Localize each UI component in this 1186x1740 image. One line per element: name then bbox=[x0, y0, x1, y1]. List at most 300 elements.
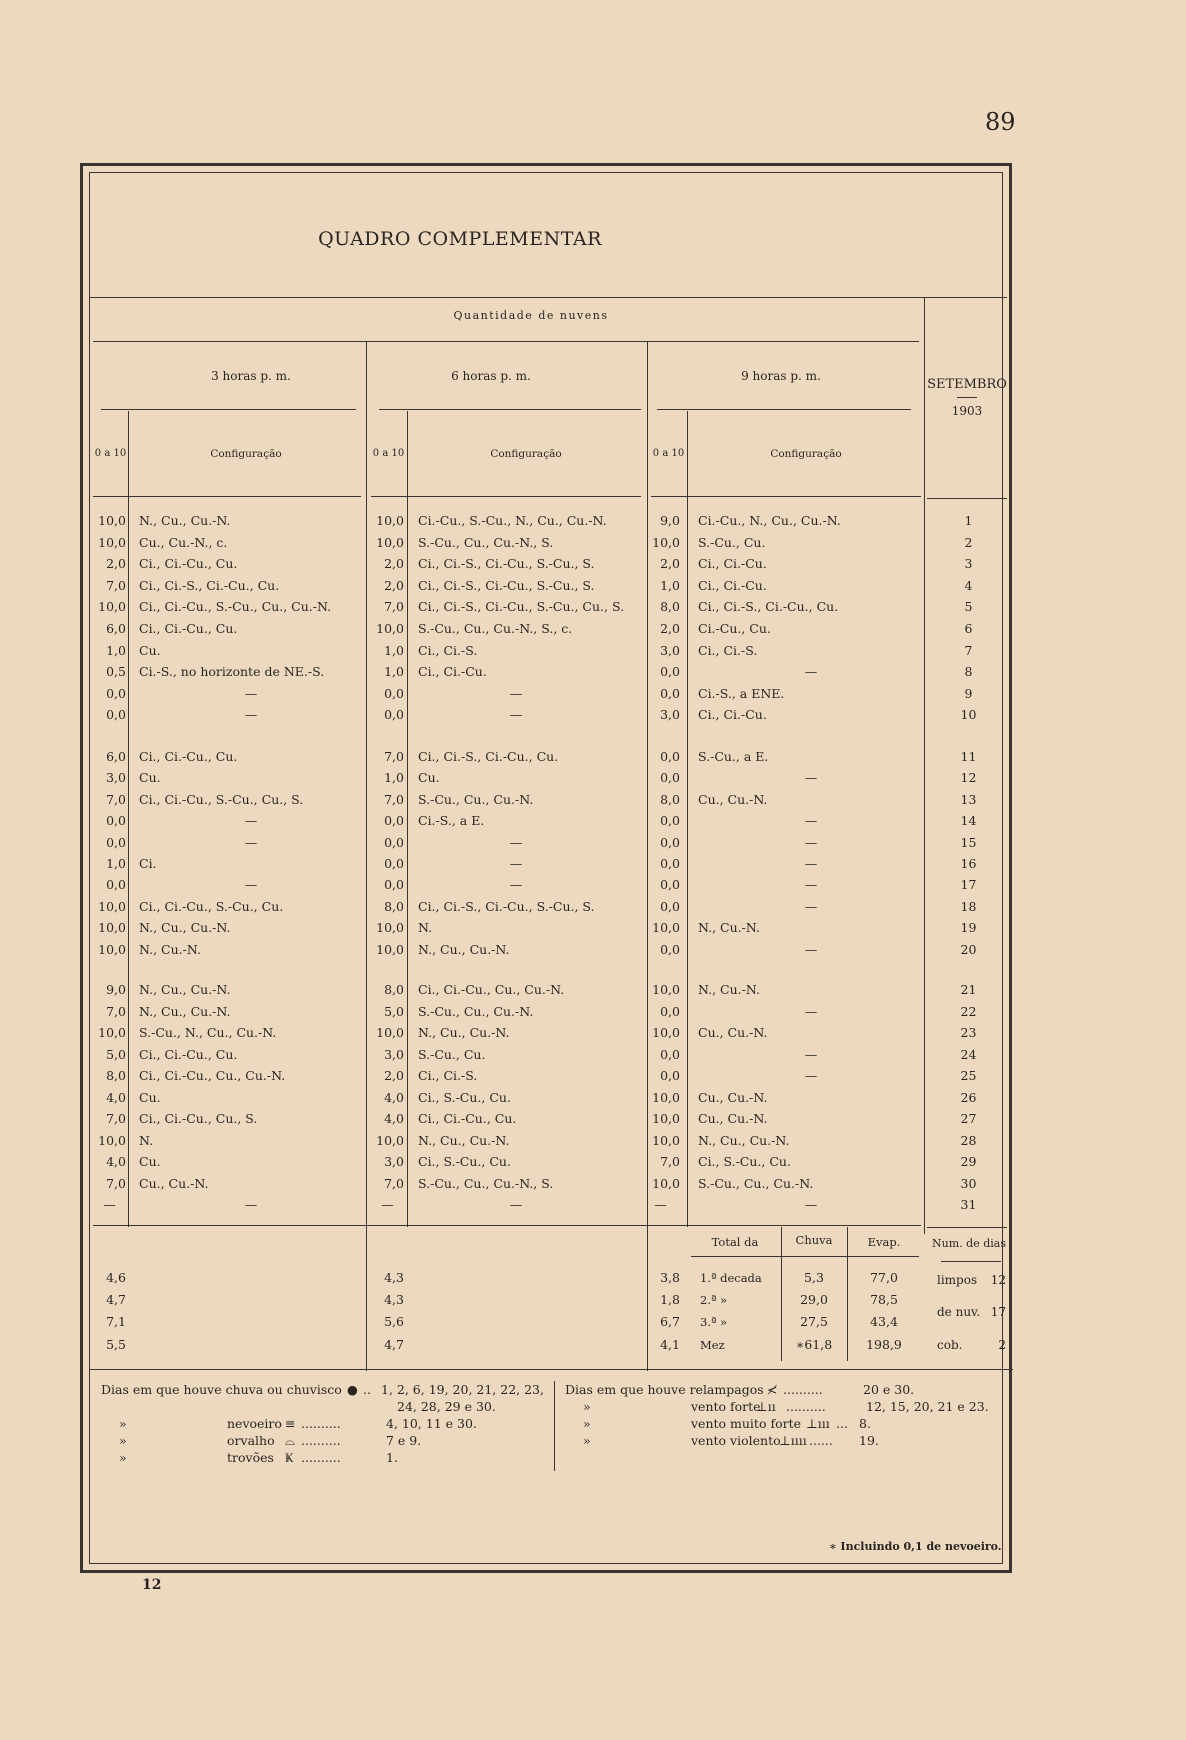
row-7-col-2: Cu. bbox=[139, 642, 161, 658]
row-27-col-2: Ci., Ci.-Cu., Cu., S. bbox=[139, 1111, 258, 1126]
row-31-col-6: — bbox=[804, 1197, 818, 1212]
row-3-col-5: 2,0 bbox=[660, 556, 680, 572]
note-right-4-label: vento violento bbox=[691, 1433, 781, 1448]
year-header: 1903 bbox=[951, 404, 983, 418]
row-27-col-1: 7,0 bbox=[106, 1111, 126, 1126]
row-27-col-6: Cu., Cu.-N. bbox=[698, 1111, 768, 1126]
dias-label-3: cob. bbox=[937, 1338, 963, 1352]
row-21-col-1: 9,0 bbox=[106, 982, 126, 997]
row-8-col-5: 0,0 bbox=[660, 664, 680, 680]
row-7-col-3: 1,0 bbox=[384, 642, 404, 658]
row-9-col-2: — bbox=[244, 685, 258, 701]
note-left-2-value: 24, 28, 29 e 30. bbox=[397, 1399, 496, 1414]
row-7-col-4: Ci., Ci.-S. bbox=[418, 642, 478, 658]
row-2-col-1: 10,0 bbox=[98, 534, 126, 550]
note-left-4-label: orvalho bbox=[227, 1433, 275, 1448]
total-label-4: Mez bbox=[700, 1338, 725, 1352]
summary-total-rule bbox=[691, 1256, 919, 1257]
page-number: 89 bbox=[985, 108, 1016, 136]
note-left-4-value: 7 e 9. bbox=[386, 1433, 422, 1448]
time-subrule-1 bbox=[101, 409, 356, 410]
row-30-col-2: Cu., Cu.-N. bbox=[139, 1175, 209, 1191]
row-9-col-3: 0,0 bbox=[384, 685, 404, 701]
row-19-col-7: 19 bbox=[960, 920, 977, 936]
row-21-col-4: Ci., Ci.-Cu., Cu., Cu.-N. bbox=[418, 982, 565, 997]
row-24-col-6: — bbox=[804, 1046, 818, 1062]
month-underline bbox=[957, 397, 977, 398]
row-29-col-4: Ci., S.-Cu., Cu. bbox=[418, 1154, 511, 1169]
row-19-col-6: N., Cu.-N. bbox=[698, 920, 760, 936]
row-14-col-5: 0,0 bbox=[660, 813, 680, 829]
summary-rule bbox=[93, 1225, 921, 1226]
row-10-col-2: — bbox=[244, 707, 258, 723]
dias-underline bbox=[941, 1261, 1001, 1262]
scale-divider-1 bbox=[128, 411, 129, 1227]
row-18-col-2: Ci., Ci.-Cu., S.-Cu., Cu. bbox=[139, 898, 284, 914]
summary-3pm-4: 5,5 bbox=[106, 1337, 126, 1352]
chuva-value-3: 27,5 bbox=[800, 1314, 828, 1329]
time-header-3: 9 horas p. m. bbox=[741, 369, 821, 383]
summary-total-divider-1 bbox=[781, 1227, 782, 1361]
row-11-col-7: 11 bbox=[960, 749, 977, 764]
row-27-col-7: 27 bbox=[960, 1111, 977, 1126]
summary-6pm-1: 4,3 bbox=[384, 1270, 404, 1285]
note-left-5-value: 1. bbox=[386, 1450, 398, 1465]
note-right-2-dots: .......... bbox=[786, 1399, 826, 1414]
row-29-col-5: 7,0 bbox=[660, 1154, 680, 1169]
group-header: Quantidade de nuvens bbox=[453, 309, 609, 322]
row-21-col-6: N., Cu.-N. bbox=[698, 982, 760, 997]
row-28-col-7: 28 bbox=[960, 1132, 977, 1148]
row-31-col-2: — bbox=[244, 1197, 258, 1212]
row-22-col-3: 5,0 bbox=[384, 1003, 404, 1019]
chuva-value-1: 5,3 bbox=[804, 1270, 824, 1285]
row-7-col-7: 7 bbox=[964, 642, 973, 658]
row-30-col-1: 7,0 bbox=[106, 1175, 126, 1191]
total-label-3: 3.ª » bbox=[700, 1315, 728, 1329]
row-12-col-2: Cu. bbox=[139, 770, 161, 786]
row-4-col-6: Ci., Ci.-Cu. bbox=[698, 577, 767, 593]
row-6-col-3: 10,0 bbox=[376, 621, 404, 636]
row-4-col-5: 1,0 bbox=[660, 577, 680, 593]
subheader-rule-3 bbox=[651, 496, 921, 497]
time-subrule-2 bbox=[379, 409, 641, 410]
row-10-col-7: 10 bbox=[960, 707, 977, 723]
row-21-col-5: 10,0 bbox=[652, 982, 680, 997]
row-2-col-4: S.-Cu., Cu., Cu.-N., S. bbox=[418, 534, 554, 550]
note-left-4-symbol: ⌓ bbox=[285, 1433, 295, 1448]
row-22-col-5: 0,0 bbox=[660, 1003, 680, 1019]
row-22-col-7: 22 bbox=[960, 1003, 977, 1019]
row-12-col-3: 1,0 bbox=[384, 770, 404, 786]
note-left-3-label: nevoeiro bbox=[227, 1416, 282, 1431]
note-right-1-symbol: ≮ bbox=[767, 1382, 778, 1397]
note-left-5-symbol: Ҝ bbox=[285, 1450, 294, 1465]
row-6-col-2: Ci., Ci.-Cu., Cu. bbox=[139, 621, 238, 636]
dias-value-1: 12 bbox=[990, 1273, 1006, 1287]
page-title: QUADRO COMPLEMENTAR bbox=[318, 228, 602, 250]
dias-label-2: de nuv. bbox=[937, 1305, 981, 1319]
row-8-col-4: Ci., Ci.-Cu. bbox=[418, 664, 487, 680]
row-10-col-4: — bbox=[509, 707, 523, 723]
note-right-1-value: 20 e 30. bbox=[863, 1382, 915, 1397]
row-2-col-2: Cu., Cu.-N., c. bbox=[139, 534, 228, 550]
dias-value-2: 17 bbox=[990, 1305, 1006, 1319]
row-14-col-2: — bbox=[244, 813, 258, 829]
row-1-col-3: 10,0 bbox=[376, 513, 404, 528]
row-3-col-4: Ci., Ci.-S., Ci.-Cu., S.-Cu., S. bbox=[418, 556, 595, 572]
note-left-5-dots: .......... bbox=[301, 1450, 341, 1465]
scale-header-2: 0 a 10 bbox=[372, 448, 405, 459]
row-20-col-2: N., Cu.-N. bbox=[139, 941, 201, 957]
row-17-col-7: 17 bbox=[960, 877, 977, 893]
row-18-col-4: Ci., Ci.-S., Ci.-Cu., S.-Cu., S. bbox=[418, 898, 595, 914]
notes-divider bbox=[554, 1381, 555, 1471]
config-header-1: Configuração bbox=[210, 448, 282, 460]
scale-divider-3 bbox=[687, 411, 688, 1227]
row-25-col-4: Ci., Ci.-S. bbox=[418, 1068, 478, 1083]
row-22-col-1: 7,0 bbox=[106, 1003, 126, 1019]
summary-rule-month bbox=[927, 1227, 1007, 1228]
row-24-col-5: 0,0 bbox=[660, 1046, 680, 1062]
row-14-col-3: 0,0 bbox=[384, 813, 404, 829]
row-29-col-7: 29 bbox=[960, 1154, 977, 1169]
row-28-col-6: N., Cu., Cu.-N. bbox=[698, 1132, 790, 1148]
time-header-1: 3 horas p. m. bbox=[211, 369, 291, 383]
row-18-col-5: 0,0 bbox=[660, 898, 680, 914]
row-2-col-6: S.-Cu., Cu. bbox=[698, 534, 766, 550]
row-27-col-5: 10,0 bbox=[652, 1111, 680, 1126]
row-3-col-2: Ci., Ci.-Cu., Cu. bbox=[139, 556, 238, 572]
row-3-col-1: 2,0 bbox=[106, 556, 126, 572]
row-9-col-4: — bbox=[509, 685, 523, 701]
row-31-col-3: — bbox=[381, 1197, 394, 1212]
summary-9pm-2: 1,8 bbox=[660, 1292, 680, 1307]
row-22-col-6: — bbox=[804, 1003, 818, 1019]
row-31-col-4: — bbox=[509, 1197, 523, 1212]
row-26-col-1: 4,0 bbox=[106, 1089, 126, 1105]
row-18-col-7: 18 bbox=[960, 898, 977, 914]
row-14-col-6: — bbox=[804, 813, 818, 829]
row-4-col-4: Ci., Ci.-S., Ci.-Cu., S.-Cu., S. bbox=[418, 577, 595, 593]
row-1-col-1: 10,0 bbox=[98, 513, 126, 528]
table-frame bbox=[80, 163, 1012, 1573]
row-10-col-1: 0,0 bbox=[106, 707, 126, 723]
row-14-col-7: 14 bbox=[960, 813, 977, 829]
row-2-col-3: 10,0 bbox=[376, 534, 404, 550]
scale-divider-2 bbox=[407, 411, 408, 1227]
row-23-col-2: S.-Cu., N., Cu., Cu.-N. bbox=[139, 1025, 277, 1040]
row-8-col-6: — bbox=[804, 664, 818, 680]
row-26-col-5: 10,0 bbox=[652, 1089, 680, 1105]
row-17-col-4: — bbox=[509, 877, 523, 893]
row-11-col-1: 6,0 bbox=[106, 749, 126, 764]
time-header-2: 6 horas p. m. bbox=[451, 369, 531, 383]
row-17-col-2: — bbox=[244, 877, 258, 893]
note-left-1-prefix: Dias em que houve chuva ou chuvisco bbox=[101, 1382, 342, 1397]
row-4-col-1: 7,0 bbox=[106, 577, 126, 593]
time-subrule-3 bbox=[657, 409, 911, 410]
row-29-col-2: Cu. bbox=[139, 1154, 161, 1169]
row-15-col-6: — bbox=[804, 834, 818, 850]
summary-3pm-3: 7,1 bbox=[106, 1314, 126, 1329]
note-left-5-prefix: » bbox=[119, 1450, 127, 1465]
row-1-col-5: 9,0 bbox=[660, 513, 680, 528]
row-25-col-5: 0,0 bbox=[660, 1068, 680, 1083]
row-2-col-7: 2 bbox=[964, 534, 973, 550]
row-16-col-2: Ci. bbox=[139, 856, 157, 871]
note-left-3-dots: .......... bbox=[301, 1416, 341, 1431]
dias-label-1: limpos bbox=[937, 1273, 978, 1287]
row-22-col-2: N., Cu., Cu.-N. bbox=[139, 1003, 231, 1019]
subheader-rule-month bbox=[927, 498, 1007, 499]
note-right-4-symbol: ⊥ıııı bbox=[779, 1433, 807, 1448]
row-5-col-2: Ci., Ci.-Cu., S.-Cu., Cu., Cu.-N. bbox=[139, 599, 332, 615]
row-17-col-5: 0,0 bbox=[660, 877, 680, 893]
row-6-col-7: 6 bbox=[964, 621, 973, 636]
row-24-col-7: 24 bbox=[960, 1046, 977, 1062]
row-5-col-6: Ci., Ci.-S., Ci.-Cu., Cu. bbox=[698, 599, 839, 615]
note-right-1-dots: .......... bbox=[783, 1382, 823, 1397]
total-label-1: 1.ª decada bbox=[700, 1271, 762, 1285]
month-header: SETEMBRO bbox=[927, 377, 1007, 392]
config-header-2: Configuração bbox=[490, 448, 562, 460]
row-3-col-7: 3 bbox=[964, 556, 973, 572]
row-19-col-4: N. bbox=[418, 920, 433, 936]
row-8-col-1: 0,5 bbox=[106, 664, 126, 680]
row-7-col-5: 3,0 bbox=[660, 642, 680, 658]
row-4-col-2: Ci., Ci.-S., Ci.-Cu., Cu. bbox=[139, 577, 280, 593]
note-right-4-prefix: » bbox=[583, 1433, 591, 1448]
row-20-col-7: 20 bbox=[960, 941, 977, 957]
row-29-col-6: Ci., S.-Cu., Cu. bbox=[698, 1154, 791, 1169]
row-4-col-7: 4 bbox=[964, 577, 973, 593]
evap-value-1: 77,0 bbox=[870, 1270, 898, 1285]
row-18-col-6: — bbox=[804, 898, 818, 914]
note-left-1-symbol: ● bbox=[347, 1382, 358, 1397]
row-20-col-1: 10,0 bbox=[98, 941, 126, 957]
note-right-2-symbol: ⊥ıı bbox=[756, 1399, 776, 1414]
row-1-col-7: 1 bbox=[964, 513, 973, 528]
row-12-col-4: Cu. bbox=[418, 770, 440, 786]
row-15-col-7: 15 bbox=[960, 834, 977, 850]
row-13-col-3: 7,0 bbox=[384, 791, 404, 807]
row-1-col-6: Ci.-Cu., N., Cu., Cu.-N. bbox=[698, 513, 841, 528]
row-13-col-1: 7,0 bbox=[106, 791, 126, 807]
row-26-col-2: Cu. bbox=[139, 1089, 161, 1105]
row-14-col-1: 0,0 bbox=[106, 813, 126, 829]
note-left-4-prefix: » bbox=[119, 1433, 127, 1448]
row-23-col-4: N., Cu., Cu.-N. bbox=[418, 1025, 510, 1040]
note-left-3-symbol: ≡ bbox=[285, 1416, 296, 1431]
row-9-col-6: Ci.-S., a ENE. bbox=[698, 685, 785, 701]
row-6-col-6: Ci.-Cu., Cu. bbox=[698, 621, 771, 636]
total-header: Total da bbox=[711, 1235, 759, 1249]
row-16-col-5: 0,0 bbox=[660, 856, 680, 871]
row-28-col-1: 10,0 bbox=[98, 1132, 126, 1148]
summary-6pm-3: 5,6 bbox=[384, 1314, 404, 1329]
row-6-col-4: S.-Cu., Cu., Cu.-N., S., c. bbox=[418, 621, 573, 636]
row-26-col-3: 4,0 bbox=[384, 1089, 404, 1105]
row-21-col-7: 21 bbox=[960, 982, 977, 997]
summary-3pm-1: 4,6 bbox=[106, 1270, 126, 1285]
summary-3pm-2: 4,7 bbox=[106, 1292, 126, 1307]
row-19-col-2: N., Cu., Cu.-N. bbox=[139, 920, 231, 936]
row-5-col-4: Ci., Ci.-S., Ci.-Cu., S.-Cu., Cu., S. bbox=[418, 599, 625, 615]
summary-9pm-3: 6,7 bbox=[660, 1314, 680, 1329]
row-25-col-6: — bbox=[804, 1068, 818, 1083]
signature-mark: 12 bbox=[142, 1577, 162, 1593]
evap-value-4: 198,9 bbox=[866, 1337, 902, 1352]
header-rule bbox=[90, 297, 1007, 298]
row-10-col-6: Ci., Ci.-Cu. bbox=[698, 707, 767, 723]
row-23-col-6: Cu., Cu.-N. bbox=[698, 1025, 768, 1040]
row-16-col-6: — bbox=[804, 856, 818, 871]
row-31-col-7: 31 bbox=[960, 1197, 977, 1212]
time-divider-1 bbox=[366, 341, 367, 1371]
row-7-col-6: Ci., Ci.-S. bbox=[698, 642, 758, 658]
note-right-2-value: 12, 15, 20, 21 e 23. bbox=[866, 1399, 989, 1414]
note-right-1-prefix: Dias em que houve relampagos bbox=[565, 1382, 764, 1397]
row-18-col-1: 10,0 bbox=[98, 898, 126, 914]
row-4-col-3: 2,0 bbox=[384, 577, 404, 593]
row-17-col-6: — bbox=[804, 877, 818, 893]
row-16-col-7: 16 bbox=[960, 856, 977, 871]
note-left-3-value: 4, 10, 11 e 30. bbox=[386, 1416, 477, 1431]
row-15-col-4: — bbox=[509, 834, 523, 850]
row-1-col-4: Ci.-Cu., S.-Cu., N., Cu., Cu.-N. bbox=[418, 513, 607, 528]
total-label-2: 2.ª » bbox=[700, 1293, 728, 1307]
summary-9pm-1: 3,8 bbox=[660, 1270, 680, 1285]
row-23-col-5: 10,0 bbox=[652, 1025, 680, 1040]
row-20-col-3: 10,0 bbox=[376, 941, 404, 957]
footnote: ∗ Incluindo 0,1 de nevoeiro. bbox=[829, 1540, 1002, 1553]
row-24-col-1: 5,0 bbox=[106, 1046, 126, 1062]
row-12-col-6: — bbox=[804, 770, 818, 786]
row-20-col-5: 0,0 bbox=[660, 941, 680, 957]
note-right-4-value: 19. bbox=[859, 1433, 879, 1448]
row-13-col-2: Ci., Ci.-Cu., S.-Cu., Cu., S. bbox=[139, 791, 304, 807]
row-30-col-4: S.-Cu., Cu., Cu.-N., S. bbox=[418, 1175, 554, 1191]
row-27-col-3: 4,0 bbox=[384, 1111, 404, 1126]
row-9-col-1: 0,0 bbox=[106, 685, 126, 701]
row-5-col-7: 5 bbox=[964, 599, 973, 615]
row-16-col-1: 1,0 bbox=[106, 856, 126, 871]
row-11-col-5: 0,0 bbox=[660, 749, 680, 764]
subheader-rule-2 bbox=[371, 496, 641, 497]
row-11-col-3: 7,0 bbox=[384, 749, 404, 764]
row-24-col-3: 3,0 bbox=[384, 1046, 404, 1062]
evap-header: Evap. bbox=[867, 1235, 901, 1249]
row-23-col-1: 10,0 bbox=[98, 1025, 126, 1040]
row-5-col-1: 10,0 bbox=[98, 599, 126, 615]
row-15-col-5: 0,0 bbox=[660, 834, 680, 850]
row-8-col-7: 8 bbox=[964, 664, 973, 680]
group-rule bbox=[93, 341, 919, 342]
note-right-3-symbol: ⊥ııı bbox=[806, 1416, 830, 1431]
note-right-2-prefix: » bbox=[583, 1399, 591, 1414]
subheader-rule-1 bbox=[93, 496, 361, 497]
row-21-col-3: 8,0 bbox=[384, 982, 404, 997]
summary-total-divider-2 bbox=[847, 1227, 848, 1361]
note-right-3-prefix: » bbox=[583, 1416, 591, 1431]
row-28-col-4: N., Cu., Cu.-N. bbox=[418, 1132, 510, 1148]
row-3-col-6: Ci., Ci.-Cu. bbox=[698, 556, 767, 572]
evap-value-3: 43,4 bbox=[870, 1314, 898, 1329]
row-16-col-3: 0,0 bbox=[384, 856, 404, 871]
row-9-col-7: 9 bbox=[964, 685, 973, 701]
row-11-col-6: S.-Cu., a E. bbox=[698, 749, 769, 764]
row-30-col-6: S.-Cu., Cu., Cu.-N. bbox=[698, 1175, 814, 1191]
row-17-col-1: 0,0 bbox=[106, 877, 126, 893]
row-5-col-5: 8,0 bbox=[660, 599, 680, 615]
row-12-col-1: 3,0 bbox=[106, 770, 126, 786]
row-3-col-3: 2,0 bbox=[384, 556, 404, 572]
row-30-col-7: 30 bbox=[960, 1175, 977, 1191]
note-right-3-label: vento muito forte bbox=[691, 1416, 802, 1431]
row-16-col-4: — bbox=[509, 856, 523, 871]
row-13-col-5: 8,0 bbox=[660, 791, 680, 807]
dias-header: Num. de dias bbox=[932, 1237, 1006, 1250]
row-10-col-3: 0,0 bbox=[384, 707, 404, 723]
dias-value-3: 2 bbox=[998, 1338, 1006, 1352]
row-28-col-3: 10,0 bbox=[376, 1132, 404, 1148]
summary-9pm-4: 4,1 bbox=[660, 1337, 680, 1352]
month-column-divider bbox=[924, 297, 925, 1234]
row-25-col-2: Ci., Ci.-Cu., Cu., Cu.-N. bbox=[139, 1068, 286, 1083]
row-25-col-3: 2,0 bbox=[384, 1068, 404, 1083]
row-15-col-3: 0,0 bbox=[384, 834, 404, 850]
chuva-value-4: ∗61,8 bbox=[795, 1337, 833, 1352]
table-inner bbox=[89, 172, 1007, 1564]
row-8-col-3: 1,0 bbox=[384, 664, 404, 680]
row-29-col-1: 4,0 bbox=[106, 1154, 126, 1169]
row-10-col-5: 3,0 bbox=[660, 707, 680, 723]
row-26-col-4: Ci., S.-Cu., Cu. bbox=[418, 1089, 511, 1105]
row-7-col-1: 1,0 bbox=[106, 642, 126, 658]
row-26-col-6: Cu., Cu.-N. bbox=[698, 1089, 768, 1105]
row-2-col-5: 10,0 bbox=[652, 534, 680, 550]
row-6-col-1: 6,0 bbox=[106, 621, 126, 636]
note-right-2-label: vento forte bbox=[691, 1399, 761, 1414]
note-left-1-value: 1, 2, 6, 19, 20, 21, 22, 23, bbox=[381, 1382, 544, 1397]
row-15-col-1: 0,0 bbox=[106, 834, 126, 850]
row-24-col-4: S.-Cu., Cu. bbox=[418, 1046, 486, 1062]
note-right-4-dots: ...... bbox=[809, 1433, 833, 1448]
row-31-col-1: — bbox=[103, 1197, 116, 1212]
note-left-4-dots: .......... bbox=[301, 1433, 341, 1448]
row-24-col-2: Ci., Ci.-Cu., Cu. bbox=[139, 1046, 238, 1062]
row-19-col-5: 10,0 bbox=[652, 920, 680, 936]
scale-header-3: 0 a 10 bbox=[652, 448, 685, 459]
row-13-col-4: S.-Cu., Cu., Cu.-N. bbox=[418, 791, 534, 807]
row-11-col-2: Ci., Ci.-Cu., Cu. bbox=[139, 749, 238, 764]
note-right-3-dots: ... bbox=[836, 1416, 848, 1431]
summary-6pm-4: 4,7 bbox=[384, 1337, 404, 1352]
note-left-5-label: trovões bbox=[227, 1450, 274, 1465]
row-19-col-3: 10,0 bbox=[376, 920, 404, 936]
note-right-3-value: 8. bbox=[859, 1416, 871, 1431]
row-26-col-7: 26 bbox=[960, 1089, 977, 1105]
chuva-header: Chuva bbox=[795, 1233, 833, 1247]
chuva-value-2: 29,0 bbox=[800, 1292, 828, 1307]
row-25-col-7: 25 bbox=[960, 1068, 977, 1083]
row-21-col-2: N., Cu., Cu.-N. bbox=[139, 982, 231, 997]
row-6-col-5: 2,0 bbox=[660, 621, 680, 636]
row-31-col-5: — bbox=[654, 1197, 667, 1212]
row-29-col-3: 3,0 bbox=[384, 1154, 404, 1169]
row-19-col-1: 10,0 bbox=[98, 920, 126, 936]
